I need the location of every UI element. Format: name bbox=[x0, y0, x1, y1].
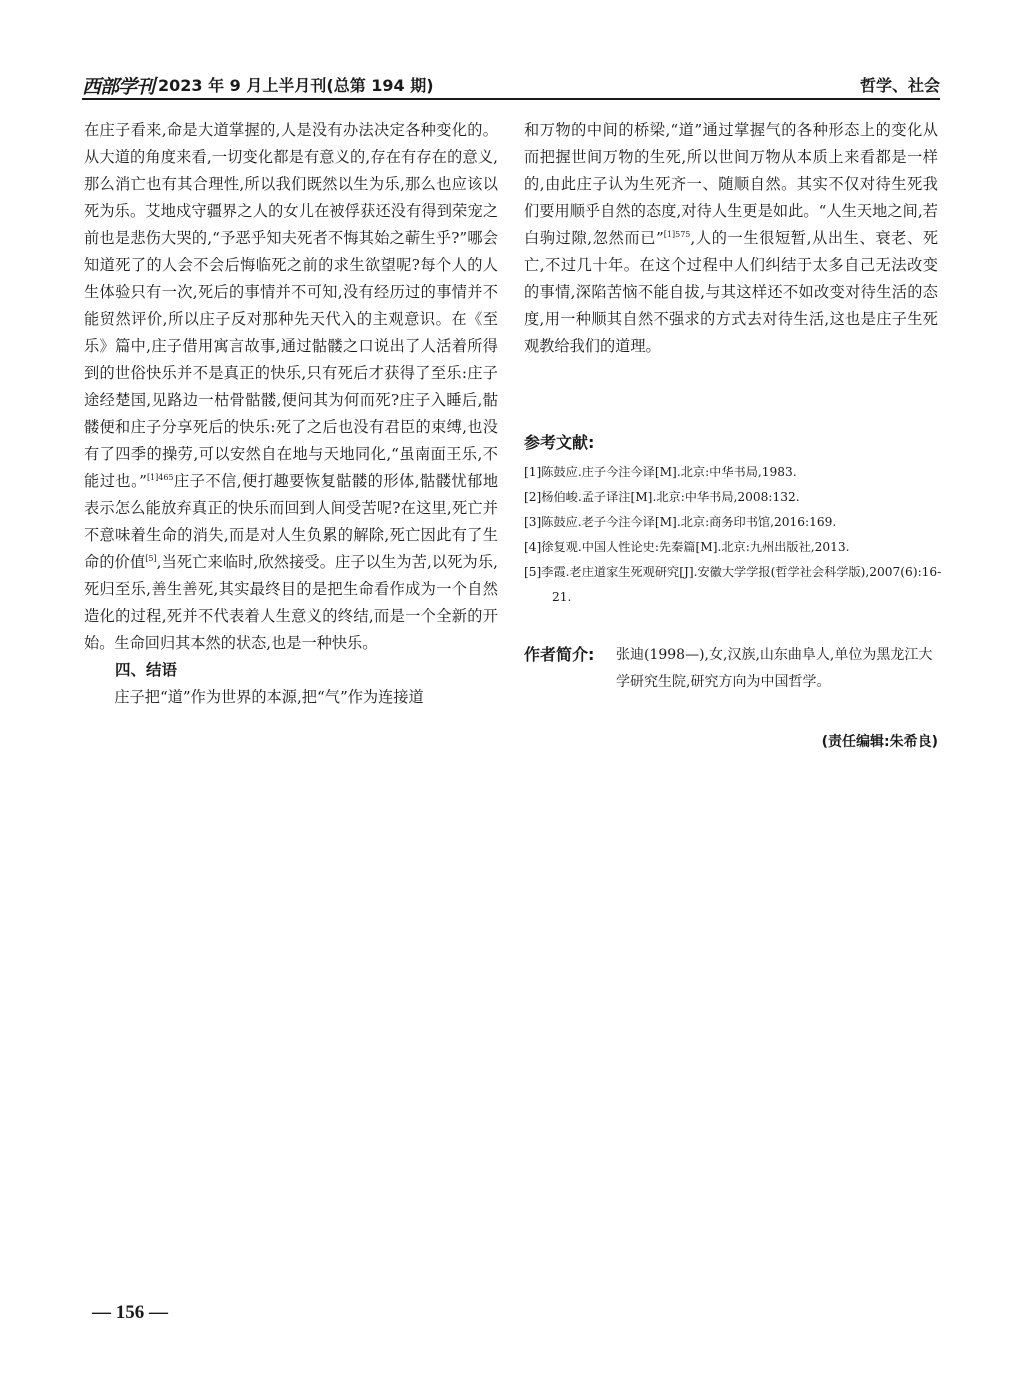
body-text: ,人的一生很短暂,从出生、衰老、死亡,不过几十年。在这个过程中人们纠结于太多自己无法改变的事情,深陷苦恼不能自拔,与其这样还不如改变对待生活的态度,用一种顺其自然不强求的方式去对待生活,这也是庄子生死观教给我们的道理。 bbox=[524, 229, 939, 355]
body-paragraph bbox=[84, 684, 498, 711]
author-bio-label: 作者简介: bbox=[524, 645, 595, 664]
reference-item: [3]陈鼓应.老子今注今译[M].北京:商务印书馆,2016:169. bbox=[524, 515, 837, 529]
body-text: 和万物的中间的桥梁,“道”通过掌握气的各种形态上的变化从而把握世间万物的生死,所以世间万物从本质上来看都是一样的,由此庄子认为生死齐一、随顺自然。其实不仅对待生死我们要用顺乎自然的态度,对待人生更是如此。“人生天地之间,若白驹过隙,忽然而已” bbox=[524, 121, 938, 247]
citation-mark: [5] bbox=[145, 554, 157, 563]
reference-item: [1]陈鼓应.庄子今注今译[M].北京:中华书局,1983. bbox=[524, 465, 797, 479]
reference-item: [4]徐复观.中国人性论史:先秦篇[M].北京:九州出版社,2013. bbox=[524, 540, 850, 554]
references-title: 参考文献: bbox=[524, 433, 595, 452]
references-list bbox=[524, 460, 942, 610]
section-name: 哲学、社会 bbox=[859, 76, 940, 95]
body-paragraph bbox=[84, 117, 498, 657]
body-text: 庄子把“道”作为世界的本源,把“气”作为连接道 bbox=[114, 688, 424, 706]
citation-mark: [1]575 bbox=[663, 230, 691, 239]
responsible-editor: (责任编辑:朱希良) bbox=[821, 734, 938, 750]
body-text: ,当死亡来临时,欣然接受。庄子以生为苦,以死为乐,死归至乐,善生善死,其实最终目的是把生命看作成为一个自然造化的过程,死并不代表着人生意义的终结,而是一个全新的开始。生命回归其本然的状态,也是一种快乐。 bbox=[84, 553, 499, 652]
page-number: — 156 — bbox=[92, 1302, 168, 1323]
reference-item: [5]李霞.老庄道家生死观研究[J].安徽大学学报(哲学社会科学版),2007(6):16-21. bbox=[524, 565, 942, 604]
right-column bbox=[524, 117, 938, 360]
section-heading: 四、结语 bbox=[115, 661, 178, 679]
journal-logo: 西部学刊 bbox=[82, 76, 155, 98]
issue-info: 2023 年 9 月上半月刊(总第 194 期) bbox=[158, 76, 434, 95]
body-text: 庄子不信,便打趣要恢复骷髅的形体,骷髅忧郁地表示怎么能放弃真正的快乐而回到人间受苦呢?在这里,死亡并不意味着生命的消失,而是对人生负累的解除,死亡因此有了生命的价值 bbox=[84, 472, 499, 571]
reference-item: [2]杨伯峻.孟子译注[M].北京:中华书局,2008:132. bbox=[524, 490, 800, 504]
left-column bbox=[84, 117, 498, 711]
body-text: 在庄子看来,命是大道掌握的,人是没有办法决定各种变化的。从大道的角度来看,一切变化都是有意义的,存在有存在的意义,那么消亡也有其合理性,所以我们既然以生为乐,那么也应该以死为乐。艾地戍守疆界之人的女儿在被俘获还没有得到荣宠之前也是悲伤大哭的,“予恶乎知夫死者不悔其始之蕲生乎?”哪会知道死了的人会不会后悔临死之前的求生欲望呢?每个人的人生体验只有一次,死后的事情并不可知,没有经历过的事情并不能贸然评价,所以庄子反对那种先天代入的主观意识。在《至乐》篇中,庄子借用寓言故事,通过骷髅之口说出了人活着所得到的世俗快乐并不是真正的快乐,只有死后才获得了至乐:庄子途经楚国,见路边一枯骨骷髅,便问其为何而死?庄子入睡后,骷髅便和庄子分享死后的快乐:死了之后也没有君臣的束缚,也没有了四季的操劳,可以安然自在地与天地同化,“虽南面王乐,不能过也。” bbox=[84, 121, 498, 490]
citation-mark: [1]465 bbox=[146, 473, 174, 482]
author-bio-text: 张迪(1998—),女,汉族,山东曲阜人,单位为黑龙江大学研究生院,研究方向为中国哲学。 bbox=[616, 647, 933, 690]
body-paragraph bbox=[524, 117, 938, 360]
page-header bbox=[82, 72, 940, 100]
